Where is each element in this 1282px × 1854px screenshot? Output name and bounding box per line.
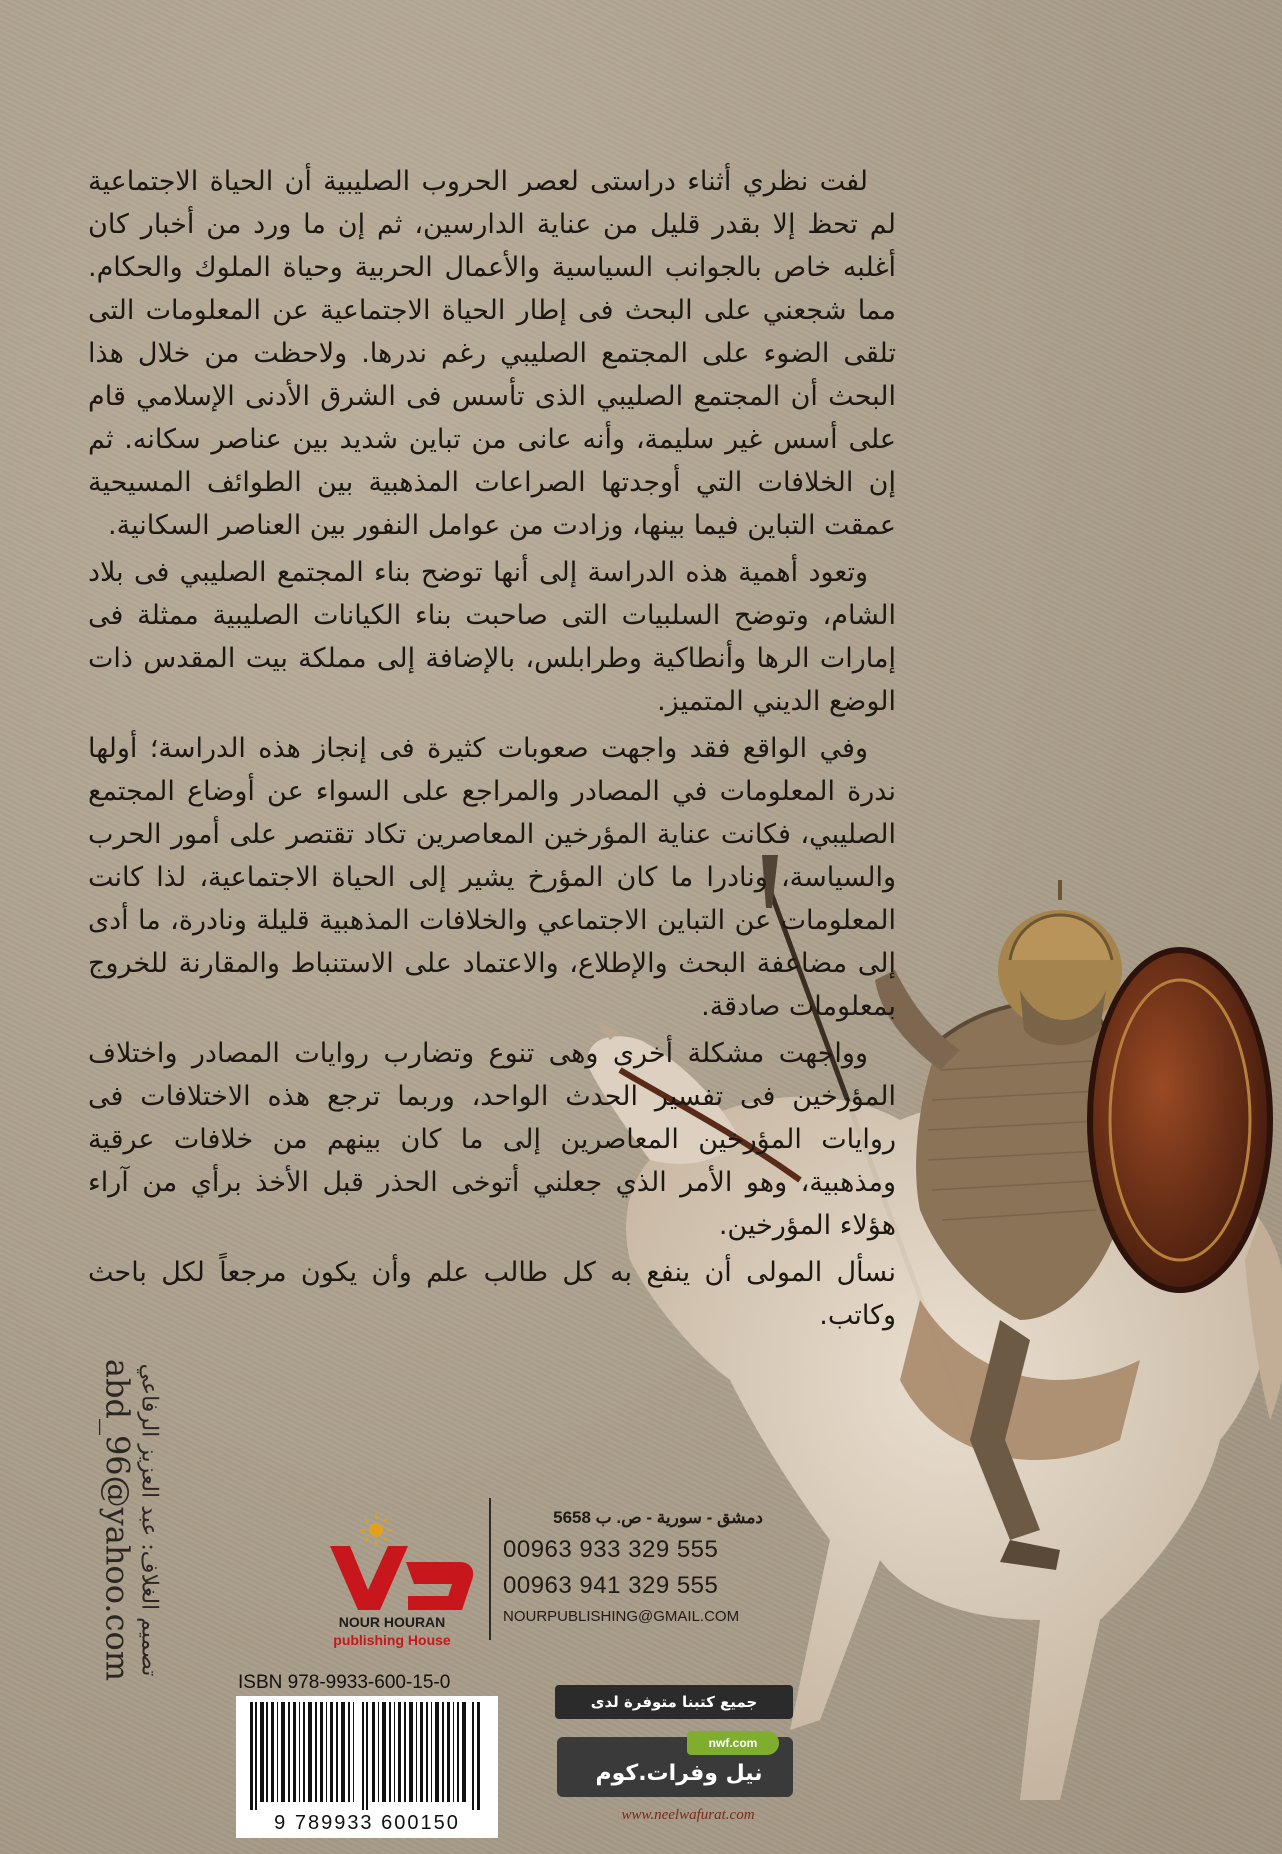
- distributor-url: www.neelwafurat.com: [621, 1807, 755, 1823]
- cover-design-credit: [99, 1359, 162, 1681]
- publisher-subtitle: publishing House: [333, 1632, 451, 1648]
- paragraph-2: وتعود أهمية هذه الدراسة إلى أنها توضح بناء المجتمع الصليبي فى بلاد الشام، وتوضح السلبيات التى صاحبت بناء الكيانات الصليبية ممثلة فى إمارات الرها وأنطاكية وطرابلس، بالإضافة إلى مملكة بيت المقدس ذات الوضع الديني المتميز.: [88, 557, 896, 717]
- contact-block: [503, 1508, 763, 1625]
- paragraph-1: لفت نظري أثناء دراستى لعصر الحروب الصليبية أن الحياة الاجتماعية لم تحظ إلا بقدر قليل من عناية الدارسين، ثم إن ما ورد من أخبار كان أغلبه خاص بالجوانب السياسية والأعمال الحربية وحياة الملوك والحكام. مما شجعني على البحث فى إطار الحياة الاجتماعية عن المعلومات التى تلقى الضوء على المجتمع الصليبي رغم ندرها. ولاحظت من خلال هذا البحث أن المجتمع الصليبي الذى تأسس فى الشرق الأدنى الإسلامي قام على أسس غير سليمة، وأنه عانى من تباين شديد بين عناصر سكانه. ثم إن الخلافات التي أوجدتها الصراعات المذهبية بين الطوائف المسيحية عمقت التباين فيما بينها، وزادت من عوامل النفور بين العناصر السكانية.: [88, 166, 896, 541]
- phone-1: 00963 933 329 555: [503, 1536, 719, 1563]
- address: دمشق - سورية - ص. ب 5658: [553, 1508, 763, 1527]
- isbn-label: ISBN 978-9933-600-15-0: [238, 1672, 451, 1693]
- distributor-tag: nwf.com: [687, 1731, 779, 1755]
- paragraph-5: نسأل المولى أن ينفع به كل طالب علم وأن يكون مرجعاً لكل باحث وكاتب.: [88, 1257, 896, 1331]
- publisher-name: NOUR HOURAN: [338, 1614, 446, 1630]
- logo-divider: [489, 1498, 491, 1640]
- barcode-icon: [236, 1696, 498, 1810]
- distributor-banner: جميع كتبنا متوفرة لدى: [555, 1685, 793, 1719]
- credit-email: abd_96@yahoo.com: [98, 1358, 137, 1682]
- phone-2: 00963 941 329 555: [503, 1572, 719, 1599]
- isbn-digits: 9 789933 600150: [274, 1812, 460, 1834]
- credit-designer: تصميم الغلاف: عبد العزيز الرفاعي: [136, 1363, 162, 1677]
- distributor-brand: نيل وفرات.كوم: [595, 1761, 763, 1786]
- paragraph-3: وفي الواقع فقد واجهت صعوبات كثيرة فى إنجاز هذه الدراسة؛ أولها ندرة المعلومات في المصادر والمراجع على السواء عن أوضاع المجتمع الصليبي، فكانت عناية المؤرخين المعاصرين تكاد تقتصر على أمور الحرب والسياسة، ونادرا ما كان المؤرخ يشير إلى الحياة الاجتماعية، لذا كانت المعلومات عن التباين الاجتماعي والخلافات المذهبية قليلة ونادرة، ما أدى إلى مضاعفة البحث والإطلاع، والاعتماد على الاستنباط والمقارنة للخروج بمعلومات صادقة.: [88, 733, 896, 1022]
- paragraph-4: وواجهت مشكلة أخرى وهى تنوع وتضارب روايات المصادر واختلاف المؤرخين فى تفسير الحدث الواحد، وربما ترجع هذه الاختلافات فى روايات المؤرخين المعاصرين إلى ما كان بينهم من خلافات عرقية ومذهبية، وهو الأمر الذي جعلني أتوخى الحذر قبل الأخذ برأي من آراء هؤلاء المؤرخين.: [88, 1038, 896, 1241]
- back-cover-text: [88, 160, 896, 1341]
- email: NOURPUBLISHING@GMAIL.COM: [503, 1608, 740, 1625]
- distributor-badge: [555, 1685, 805, 1835]
